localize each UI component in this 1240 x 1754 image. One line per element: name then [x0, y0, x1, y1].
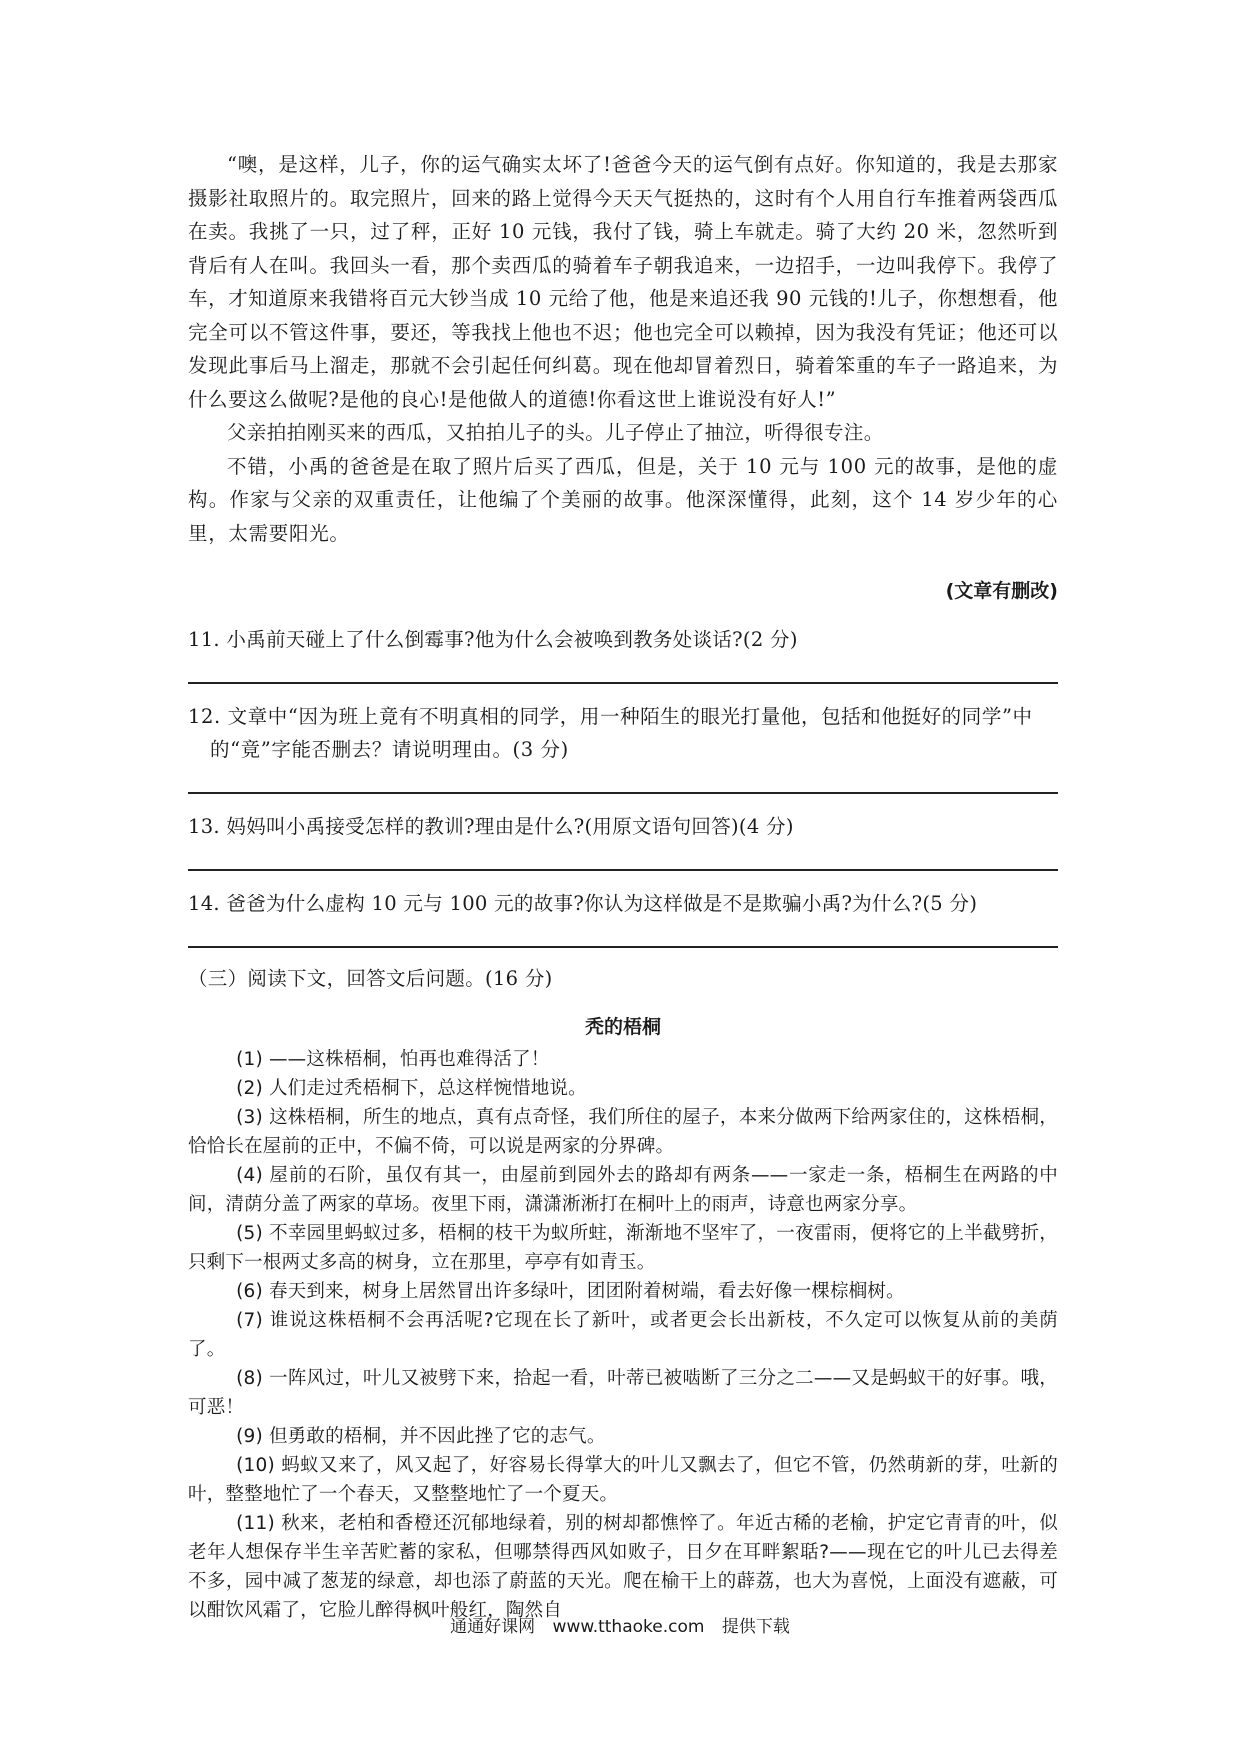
answer-line[interactable]	[188, 843, 1058, 871]
footer-note: 提供下载	[721, 1617, 790, 1637]
article-paragraph: (4) 屋前的石阶，虽仅有其一，由屋前到园外去的路却有两条——一家走一条，梧桐生在两路的中间，清荫分盖了两家的草场。夜里下雨，潇潇淅淅打在桐叶上的雨声，诗意也两家分享。	[188, 1165, 1058, 1215]
article-paragraph: (5) 不幸园里蚂蚁过多，梧桐的枝干为蚁所蛀，渐渐地不坚牢了，一夜雷雨，便将它的上半截劈折，只剩下一根两丈多高的树身，立在那里，亭亭有如青玉。	[188, 1223, 1058, 1273]
answer-line[interactable]	[188, 766, 1058, 794]
page-footer	[0, 1612, 1240, 1637]
article-paragraph: (6) 春天到来，树身上居然冒出许多绿叶，团团附着树端，看去好像一棵棕榈树。	[236, 1281, 905, 1302]
document-page	[188, 148, 1058, 1625]
article-paragraph: (11) 秋来，老柏和香橙还沉郁地绿着，别的树却都憔悴了。年近古稀的老榆，护定它青青的叶，似老年人想保存半生辛苦贮蓄的家私，但哪禁得西风如败子，日夕在耳畔絮聒?——现在它的叶儿已去得差不多，园中减了葱茏的绿意，却也添了蔚蓝的天光。爬在榆干上的薜荔，也大为喜悦，上面没有遮蔽，可以酣饮风霜了，它脸儿醉得枫叶般红，陶然自	[188, 1513, 1058, 1621]
footer-site-name: 通通好课网	[450, 1617, 536, 1637]
passage-paragraph: 父亲拍拍刚买来的西瓜，又拍拍儿子的头。儿子停止了抽泣，听得很专注。	[227, 421, 884, 444]
article-paragraph: (3) 这株梧桐，所生的地点，真有点奇怪，我们所住的屋子，本来分做两下给两家住的，这株梧桐，恰恰长在屋前的正中，不偏不倚，可以说是两家的分界碑。	[188, 1107, 1058, 1157]
question-12: 12. 文章中“因为班上竟有不明真相的同学，用一种陌生的眼光打量他，包括和他挺好的同学”中的“竟”字能否删去？请说明理由。(3 分)	[188, 705, 1033, 761]
section-heading: （三）阅读下文，回答文后问题。(16 分)	[188, 967, 553, 990]
article-paragraph: (1) ——这株梧桐，怕再也难得活了！	[236, 1049, 550, 1070]
answer-line[interactable]	[188, 656, 1058, 684]
article-paragraph: (9) 但勇敢的梧桐，并不因此挫了它的志气。	[236, 1426, 606, 1447]
question-14: 14. 爸爸为什么虚构 10 元与 100 元的故事?你认为这样做是不是欺骗小禹?为什么?(5 分)	[188, 892, 978, 915]
article-title: 秃的梧桐	[584, 1016, 661, 1038]
article-paragraph: (8) 一阵风过，叶儿又被劈下来，拾起一看，叶蒂已被啮断了三分之二——又是蚂蚁干的好事。哦，可恶！	[188, 1368, 1058, 1418]
article-paragraph: (10) 蚂蚁又来了，风又起了，好容易长得掌大的叶儿又飘去了，但它不管，仍然萌新的芽，吐新的叶，整整地忙了一个春天，又整整地忙了一个夏天。	[188, 1455, 1058, 1505]
question-11: 11. 小禹前天碰上了什么倒霉事?他为什么会被唤到教务处谈话?(2 分)	[188, 628, 798, 651]
article-paragraph: (2) 人们走过秃梧桐下，总这样惋惜地说。	[236, 1078, 587, 1099]
answer-line[interactable]	[188, 920, 1058, 948]
footer-url-link[interactable]: www.tthaoke.com	[552, 1617, 705, 1637]
source-note: (文章有删改)	[945, 580, 1058, 602]
article-paragraph: (7) 谁说这株梧桐不会再活呢?它现在长了新叶，或者更会长出新枝，不久定可以恢复从前的美荫了。	[188, 1310, 1058, 1360]
passage-paragraph: “噢，是这样，儿子，你的运气确实太坏了!爸爸今天的运气倒有点好。你知道的，我是去那家摄影社取照片的。取完照片，回来的路上觉得今天天气挺热的，这时有个人用自行车推着两袋西瓜在卖。我挑了一只，过了秤，正好 10 元钱，我付了钱，骑上车就走。骑了大约 20 米，忽然听到背后有人在叫。我回头一看，那个卖西瓜的骑着车子朝我追来，一边招手，一边叫我停下。我停了车，才知道原来我错将百元大钞当成 10 元给了他，他是来追还我 90 元钱的!儿子，你想想看，他完全可以不管这件事，要还，等我找上他也不迟；他也完全可以赖掉，因为我没有凭证；他还可以发现此事后马上溜走，那就不会引起任何纠葛。现在他却冒着烈日，骑着笨重的车子一路追来，为什么要这么做呢?是他的良心!是他做人的道德!你看这世上谁说没有好人!”	[188, 153, 1058, 411]
question-13: 13. 妈妈叫小禹接受怎样的教训?理由是什么?(用原文语句回答)(4 分)	[188, 815, 794, 838]
passage-paragraph: 不错，小禹的爸爸是在取了照片后买了西瓜，但是，关于 10 元与 100 元的故事，是他的虚构。作家与父亲的双重责任，让他编了个美丽的故事。他深深懂得，此刻，这个 14 岁少年的心里，太需要阳光。	[188, 454, 1058, 545]
